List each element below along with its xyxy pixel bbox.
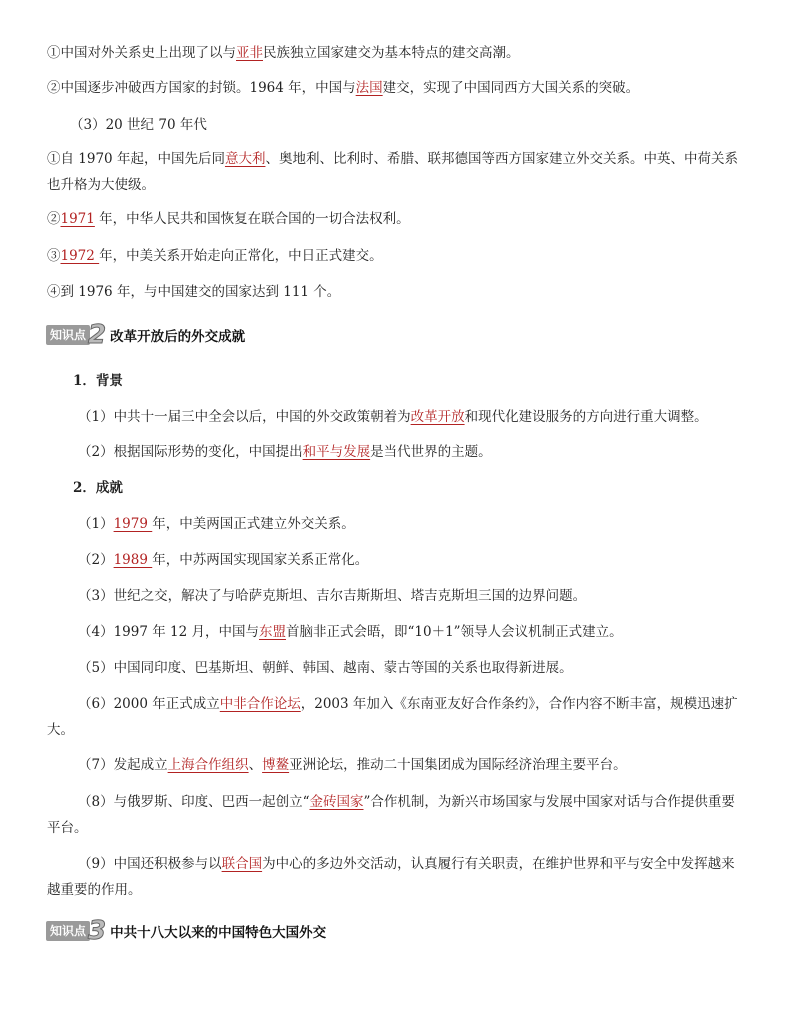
answer-highlight: 法国	[355, 80, 383, 96]
bg-paragraph-2	[78, 441, 778, 463]
answer-highlight: 1989	[113, 552, 153, 568]
knowledge-point-number: 2	[88, 320, 107, 350]
text: （6）2000 年正式成立	[78, 696, 220, 712]
answer-highlight: 中非合作论坛	[219, 696, 301, 712]
answer-highlight: 1971	[60, 211, 95, 227]
answer-highlight: 亚非	[236, 45, 263, 61]
answer-highlight: 博鳌	[262, 757, 290, 773]
knowledge-point-2-header	[46, 322, 245, 348]
ach-item-6	[47, 691, 747, 743]
paragraph-7: ④到 1976 年，与中国建交的国家达到 111 个。	[47, 284, 341, 300]
paragraph-5	[47, 208, 747, 230]
paragraph-2	[47, 77, 747, 99]
subheading-70s: （3）20 世纪 70 年代	[70, 117, 207, 133]
text: 年，中华人民共和国恢复在联合国的一切合法权利。	[94, 211, 410, 227]
answer-highlight: 意大利	[224, 151, 266, 167]
ach-item-7	[78, 754, 778, 776]
text: ，2003 年加入《东南亚友好合作条约》，合作内容不断丰富，规模迅速扩大。	[47, 696, 738, 738]
ach-item-5: （5）中国同印度、巴基斯坦、朝鲜、韩国、越南、蒙古等国的关系也取得新进展。	[78, 660, 573, 676]
text: 年，中美关系开始走向正常化，中日正式建交。	[99, 248, 383, 264]
text: ③	[47, 248, 61, 264]
ach-item-8	[47, 789, 747, 841]
text: （9）中国还积极参与以	[78, 856, 222, 872]
text: 民族独立国家建交为基本特点的建交高潮。	[263, 45, 520, 61]
ach-item-4	[78, 621, 778, 643]
text: ②	[47, 211, 61, 227]
answer-highlight: 金砖国家	[309, 794, 364, 810]
paragraph-1	[47, 42, 747, 64]
ach-item-1	[78, 513, 778, 535]
text: （1）	[78, 516, 114, 532]
answer-highlight: 联合国	[221, 856, 263, 872]
knowledge-point-3-header	[46, 918, 326, 944]
text: 首脑非正式会晤，即“10＋1”领导人会议机制正式建立。	[286, 624, 623, 640]
answer-highlight: 1972	[60, 248, 100, 264]
answer-highlight: 上海合作组织	[167, 757, 249, 773]
text: 、	[248, 757, 263, 773]
text: ”合作机制，为新兴市场国家与发展中国家对话与合作提供重要平台。	[47, 794, 735, 836]
text: （7）发起成立	[78, 757, 168, 773]
knowledge-point-number: 3	[88, 916, 107, 946]
answer-highlight: 改革开放	[410, 409, 465, 425]
knowledge-point-badge: 知识点	[46, 921, 90, 941]
text: ②中国逐步冲破西方国家的封锁。1964 年，中国与	[47, 80, 356, 96]
paragraph-4	[47, 146, 747, 198]
text: 和现代化建设服务的方向进行重大调整。	[464, 409, 708, 425]
knowledge-point-badge: 知识点	[46, 325, 90, 345]
text: （8）与俄罗斯、印度、巴西一起创立“	[78, 794, 310, 810]
ach-item-9	[47, 851, 747, 903]
paragraph-6	[47, 245, 747, 267]
text: ①中国对外关系史上出现了以与	[47, 45, 236, 61]
answer-highlight: 东盟	[259, 624, 286, 640]
heading-achievements: 2．成就	[73, 480, 123, 496]
text: （4）1997 年 12 月，中国与	[78, 624, 259, 640]
text: 年，中美两国正式建立外交关系。	[152, 516, 355, 532]
text: 是当代世界的主题。	[370, 444, 492, 460]
answer-highlight: 1979	[113, 516, 153, 532]
ach-item-3: （3）世纪之交，解决了与哈萨克斯坦、吉尔吉斯斯坦、塔吉克斯坦三国的边界问题。	[78, 588, 587, 604]
answer-highlight: 和平与发展	[302, 444, 371, 460]
ach-item-2	[78, 549, 778, 571]
text: （1）中共十一届三中全会以后，中国的外交政策朝着为	[78, 409, 411, 425]
text: 亚洲论坛，推动二十国集团成为国际经济治理主要平台。	[289, 757, 627, 773]
bg-paragraph-1	[78, 406, 778, 428]
text: 年，中苏两国实现国家关系正常化。	[152, 552, 369, 568]
text: 建交，实现了中国同西方大国关系的突破。	[382, 80, 640, 96]
text: （2）根据国际形势的变化，中国提出	[78, 444, 303, 460]
text: ①自 1970 年起，中国先后同	[47, 151, 225, 167]
section-title: 改革开放后的外交成就	[110, 329, 246, 345]
text: 、奥地利、比利时、希腊、联邦德国等西方国家建立外交关系。中英、中荷关系也升格为大使级。	[47, 151, 738, 193]
text: （2）	[78, 552, 114, 568]
text: 为中心的多边外交活动，认真履行有关职责，在维护世界和平与安全中发挥越来越重要的作用。	[47, 856, 735, 898]
section-title: 中共十八大以来的中国特色大国外交	[110, 925, 327, 941]
heading-background: 1．背景	[73, 373, 123, 389]
